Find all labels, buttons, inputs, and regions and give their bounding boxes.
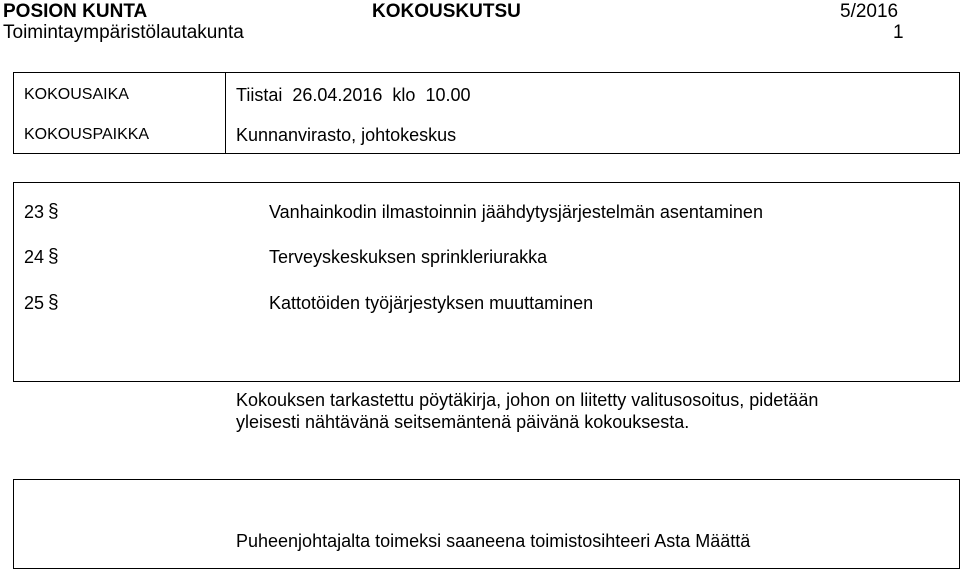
minutes-notice-line1: Kokouksen tarkastettu pöytäkirja, johon on liitetty valitusosoitus, pidetään [236, 390, 819, 410]
signature-line: Puheenjohtajalta toimeksi saaneena toimistosihteeri Asta Määttä [236, 531, 751, 551]
document-type: KOKOUSKUTSU [372, 1, 521, 22]
meeting-info-box [13, 72, 960, 154]
committee-name: Toimintaympäristölautakunta [3, 22, 244, 43]
minutes-notice-line2: yleisesti nähtävänä seitsemäntenä päivänä kokouksesta. [236, 412, 690, 432]
meeting-place-value: Kunnanvirasto, johtokeskus [236, 125, 457, 145]
agenda-item-number: 23 [24, 202, 45, 222]
org-name: POSION KUNTA [3, 1, 148, 22]
document-number: 5/2016 [840, 1, 899, 22]
section-sign-icon: § [48, 292, 59, 313]
page-number: 1 [893, 22, 904, 43]
section-sign-icon: § [48, 201, 59, 222]
agenda-item-title: Kattotöiden työjärjestyksen muuttaminen [269, 293, 594, 313]
meeting-time-value: Tiistai 26.04.2016 klo 10.00 [236, 85, 471, 105]
agenda-item-title: Terveyskeskuksen sprinkleriurakka [269, 247, 548, 267]
meeting-place-label: KOKOUSPAIKKA [24, 126, 150, 143]
agenda-item-number: 24 [24, 247, 45, 267]
section-sign-icon: § [48, 246, 59, 267]
signature-box [13, 479, 960, 569]
agenda-item-number: 25 [24, 293, 45, 313]
agenda-item-title: Vanhainkodin ilmastoinnin jäähdytysjärjestelmän asentaminen [269, 202, 763, 222]
meeting-time-label: KOKOUSAIKA [24, 86, 129, 103]
